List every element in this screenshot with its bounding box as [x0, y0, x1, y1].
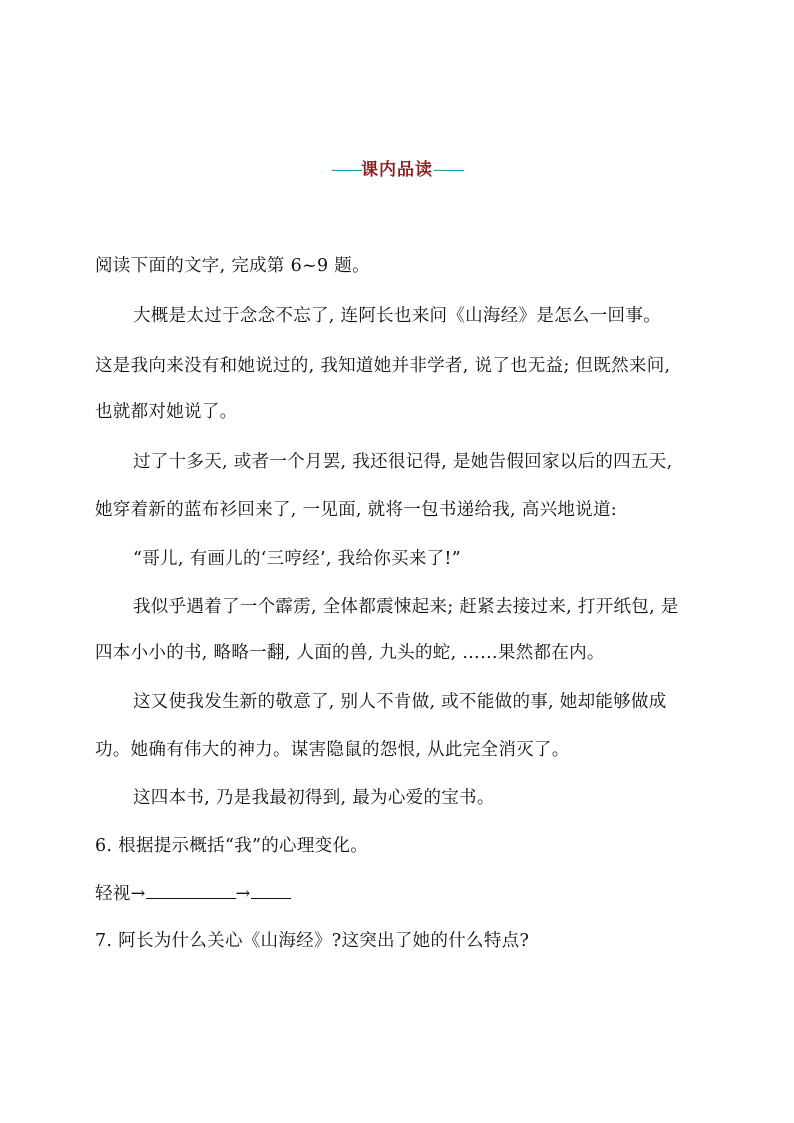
title-dash-left: —— — [331, 160, 361, 180]
answer-blank[interactable] — [146, 882, 236, 899]
passage-line: 我似乎遇着了一个霹雳, 全体都震悚起来; 赶紧去接过来, 打开纸包, 是 — [133, 597, 679, 617]
arrow-icon: → — [130, 884, 146, 904]
passage-line: 四本小小的书, 略略一翻, 人面的兽, 九头的蛇, ……果然都在内。 — [95, 643, 605, 663]
question-7: 7. 阿长为什么关心《山海经》?这突出了她的什么特点? — [95, 931, 530, 951]
instruction-text: 阅读下面的文字, 完成第 6~9 题。 — [95, 256, 370, 276]
arrow-icon: → — [235, 884, 251, 904]
passage-line: 功。她确有伟大的神力。谋害隐鼠的怨恨, 从此完全消灭了。 — [95, 740, 570, 760]
question-6-answer-chain — [95, 880, 291, 905]
title-text: 课内品读 — [361, 160, 433, 180]
passage-line: 大概是太过于念念不忘了, 连阿长也来问《山海经》是怎么一回事。 — [133, 306, 661, 326]
passage-line: 她穿着新的蓝布衫回来了, 一见面, 就将一包书递给我, 高兴地说道: — [95, 500, 617, 520]
passage-line: 也就都对她说了。 — [95, 402, 238, 422]
answer-start-label: 轻视 — [95, 884, 131, 904]
question-6: 6. 根据提示概括“我”的心理变化。 — [95, 836, 369, 856]
passage-line: “哥儿, 有画儿的‘三哼经’, 我给你买来了!” — [133, 549, 462, 569]
passage-line: 这是我向来没有和她说过的, 我知道她并非学者, 说了也无益; 但既然来问, — [95, 356, 671, 376]
passage-line: 这又使我发生新的敬意了, 别人不肯做, 或不能做的事, 她却能够做成 — [133, 692, 667, 712]
passage-line: 过了十多天, 或者一个月罢, 我还很记得, 是她告假回家以后的四五天, — [133, 452, 673, 472]
title-dash-right: —— — [433, 160, 463, 180]
passage-line: 这四本书, 乃是我最初得到, 最为心爱的宝书。 — [133, 788, 495, 808]
answer-blank[interactable] — [251, 882, 291, 899]
section-title — [0, 155, 794, 180]
